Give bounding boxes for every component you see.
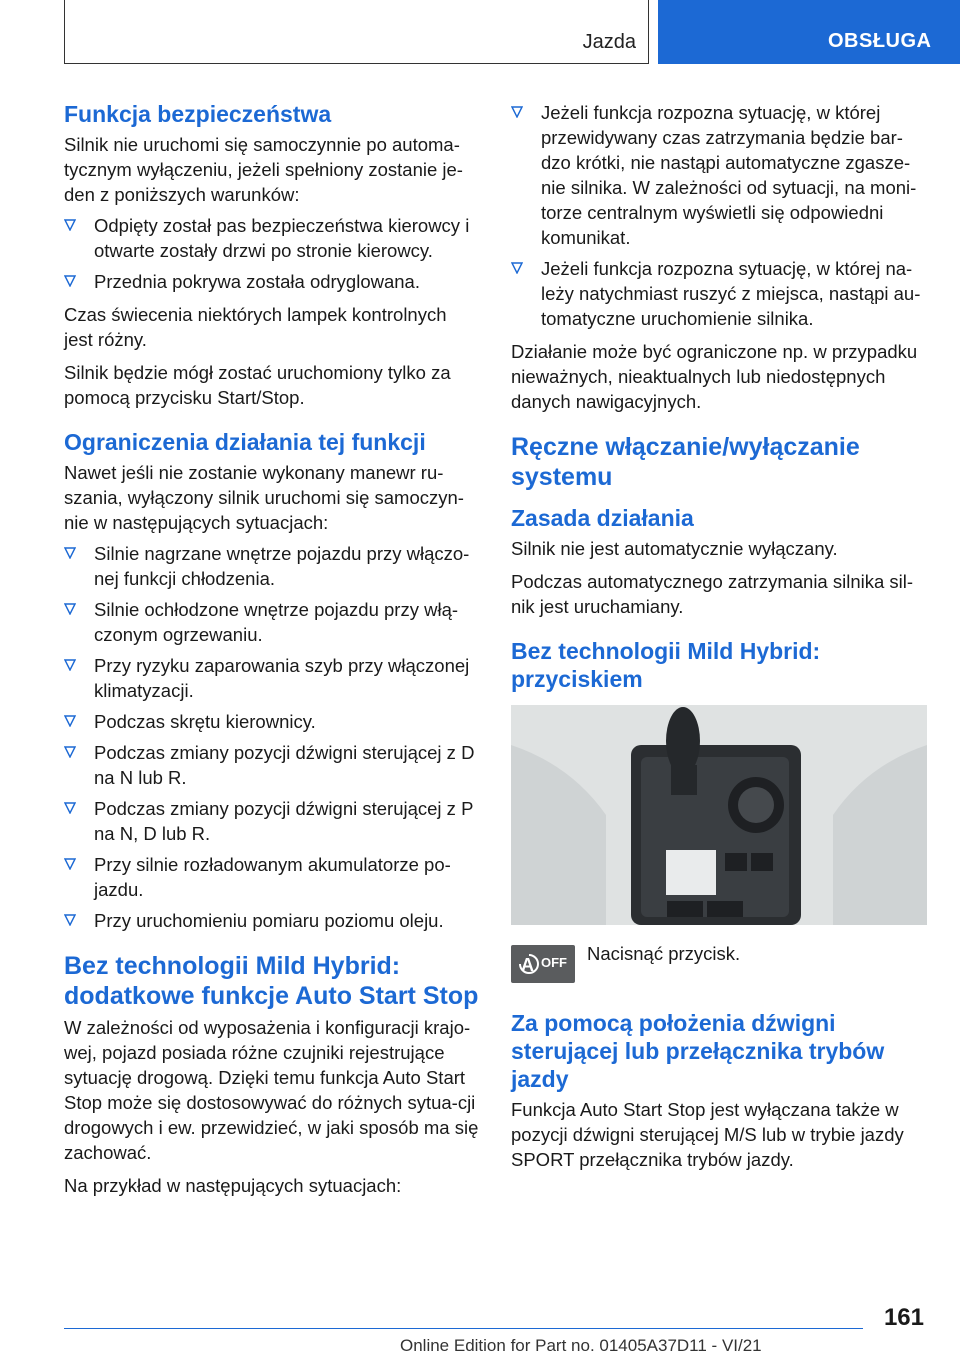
triangle-bullet-icon bbox=[64, 715, 76, 727]
list-item: Przednia pokrywa została odryglowana. bbox=[64, 269, 480, 294]
triangle-bullet-icon bbox=[511, 106, 523, 118]
list-item: Podczas skrętu kierownicy. bbox=[64, 709, 480, 734]
footer-divider bbox=[64, 1328, 863, 1329]
list-item: Podczas zmiany pozycji dźwigni sterującej z P na N, D lub R. bbox=[64, 796, 480, 846]
list-item: Silnie ochłodzone wnętrze pojazdu przy włą-czonym ogrzewaniu. bbox=[64, 597, 480, 647]
heading-extra: Bez technologii Mild Hybrid: dodatkowe funkcje Auto Start Stop bbox=[64, 952, 479, 1010]
safety-list bbox=[64, 213, 480, 294]
triangle-bullet-icon bbox=[64, 275, 76, 287]
header-tab[interactable] bbox=[658, 0, 960, 64]
paragraph-extra: W zależności od wyposażenia i konfiguracji krajo-wej, pojazd posiada różne czujniki rejestrujące sytuację drogową. Dzięki temu funkcja Auto Start Stop może się dostosowywać do różnych sytua-cji drogowych i ew. przewidzieć, w jaki sposób ma się zachować. bbox=[64, 1017, 479, 1163]
situations-list bbox=[511, 100, 927, 331]
list-item: Jeżeli funkcja rozpozna sytuację, w której na-leży natychmiast ruszyć z miejsca, nastąpi au-tomatyczne uruchomienie silnika. bbox=[511, 256, 927, 331]
header-section-title: Jazda bbox=[582, 31, 636, 53]
triangle-bullet-icon bbox=[64, 858, 76, 870]
triangle-bullet-icon bbox=[64, 603, 76, 615]
heading-principle: Zasada działania bbox=[511, 505, 694, 531]
list-item: Odpięty został pas bezpieczeństwa kierowcy i otwarte zostały drzwi po stronie kierowcy. bbox=[64, 213, 480, 263]
paragraph-example: Na przykład w następujących sytuacjach: bbox=[64, 1175, 402, 1196]
page-number: 161 bbox=[883, 1304, 924, 1331]
list-item: Podczas zmiany pozycji dźwigni sterującej z D na N lub R. bbox=[64, 740, 480, 790]
heading-safety: Funkcja bezpieczeństwa bbox=[64, 101, 332, 127]
list-item: Przy uruchomieniu pomiaru poziomu oleju. bbox=[64, 908, 480, 933]
left-column bbox=[64, 100, 480, 1198]
limits-list bbox=[64, 541, 480, 933]
note-off-button bbox=[511, 943, 927, 985]
triangle-bullet-icon bbox=[64, 914, 76, 926]
triangle-bullet-icon bbox=[64, 802, 76, 814]
list-item: Przy silnie rozładowanym akumulatorze po-jazdu. bbox=[64, 852, 480, 902]
footer-edition: Online Edition for Part no. 01405A37D11 - VI/21 bbox=[400, 1336, 762, 1355]
paragraph-limited: Działanie może być ograniczone np. w przypadku nieważnych, nieaktualnych lub niedostępnych danych nawigacyjnych. bbox=[511, 341, 918, 412]
triangle-bullet-icon bbox=[64, 659, 76, 671]
paragraph-start: Silnik będzie mógł zostać uruchomiony tylko za pomocą przycisku Start/Stop. bbox=[64, 362, 451, 408]
right-column bbox=[511, 100, 927, 1172]
list-item: Silnie nagrzane wnętrze pojazdu przy włączo-nej funkcji chłodzenia. bbox=[64, 541, 480, 591]
paragraph-lever: Funkcja Auto Start Stop jest wyłączana także w pozycji dźwigni sterującej M/S lub w trybie jazdy SPORT przełącznika trybów jazdy. bbox=[511, 1099, 904, 1170]
paragraph-lamps: Czas świecenia niektórych lampek kontrolnych jest różny. bbox=[64, 304, 447, 350]
list-item: Przy ryzyku zaparowania szyb przy włączonej klimatyzacji. bbox=[64, 653, 480, 703]
triangle-bullet-icon bbox=[64, 547, 76, 559]
gear-console-illustration bbox=[511, 705, 927, 925]
paragraph-principle-1: Silnik nie jest automatycznie wyłączany. bbox=[511, 538, 838, 559]
heading-button: Bez technologii Mild Hybrid: przyciskiem bbox=[511, 638, 821, 692]
header-tab-label: OBSŁUGA bbox=[828, 30, 932, 52]
heading-manual: Ręczne włączanie/wyłączanie systemu bbox=[511, 433, 860, 491]
paragraph-principle-2: Podczas automatycznego zatrzymania silnika sil-nik jest uruchamiany. bbox=[511, 571, 914, 617]
triangle-bullet-icon bbox=[64, 219, 76, 231]
heading-limits: Ograniczenia działania tej funkcji bbox=[64, 429, 426, 455]
note-press-text: Nacisnąć przycisk. bbox=[587, 943, 741, 964]
auto-start-stop-off-icon: A OFF bbox=[511, 945, 575, 983]
triangle-bullet-icon bbox=[511, 262, 523, 274]
console-photo bbox=[511, 705, 927, 925]
paragraph-safety: Silnik nie uruchomi się samoczynnie po automa-tycznym wyłączeniu, jeżeli spełniony zostanie je-den z poniższych warunków: bbox=[64, 134, 463, 205]
paragraph-limits: Nawet jeśli nie zostanie wykonany manewr ru-szania, wyłączony silnik uruchomi się samoczyn-nie w następujących sytuacjach: bbox=[64, 462, 464, 533]
heading-lever: Za pomocą położenia dźwigni sterującej lub przełącznika trybów jazdy bbox=[511, 1010, 885, 1092]
triangle-bullet-icon bbox=[64, 746, 76, 758]
list-item: Jeżeli funkcja rozpozna sytuację, w której przewidywany czas zatrzymania będzie bar-dzo krótki, nie nastąpi automatyczne zgasze-nie silnika. W zależności od sytuacji, na moni-torze centralnym wyświetli się odpowiedni komunikat. bbox=[511, 100, 927, 250]
header-frame bbox=[64, 0, 649, 64]
svg-text:A: A bbox=[521, 955, 534, 975]
